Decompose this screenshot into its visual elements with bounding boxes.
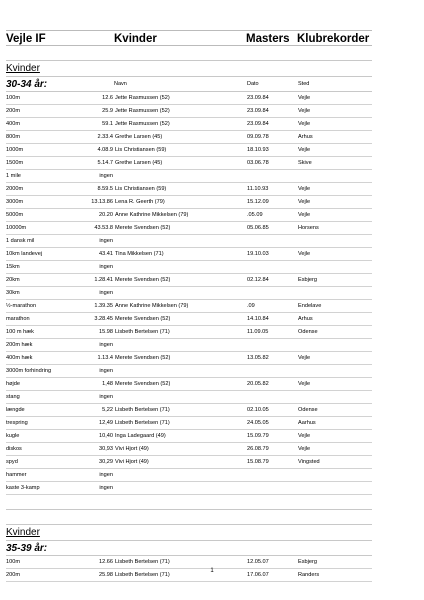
record-row — [6, 443, 372, 456]
place-cell: Vejle — [298, 186, 311, 192]
age-group-row — [6, 541, 372, 556]
result-cell: 25.98 — [99, 572, 113, 578]
event-cell: højde — [6, 381, 20, 387]
record-row — [6, 170, 372, 183]
result-cell: ingen — [99, 173, 113, 179]
event-cell: 20km — [6, 277, 20, 283]
result-cell: 13.13.86 — [91, 199, 113, 205]
event-cell: marathon — [6, 316, 30, 322]
event-cell: 10000m — [6, 225, 27, 231]
result-cell: ingen — [99, 290, 113, 296]
age-group-label: 35-39 år: — [6, 542, 48, 554]
record-row — [6, 209, 372, 222]
place-cell: Vejle — [298, 199, 311, 205]
athlete-cell: Tina Mikkelsen (71) — [115, 251, 164, 257]
section-title: Kvinder — [6, 525, 372, 541]
record-row — [6, 469, 372, 482]
event-cell: 100 m hæk — [6, 329, 34, 335]
result-cell: 12,49 — [99, 420, 113, 426]
athlete-cell: Grethe Larsen (45) — [115, 134, 163, 140]
record-row — [6, 417, 372, 430]
event-cell: 200m hæk — [6, 342, 33, 348]
record-row — [6, 196, 372, 209]
column-label-date: Dato — [247, 81, 259, 87]
athlete-cell: Inga Ladegaard (49) — [115, 433, 166, 439]
record-row — [6, 456, 372, 469]
event-cell: 3000m forhindring — [6, 368, 52, 374]
record-row — [6, 378, 372, 391]
record-row — [6, 118, 372, 131]
section-spacer — [6, 495, 372, 510]
event-cell: 1 mile — [6, 173, 21, 179]
athlete-cell: Lisbeth Bertelsen (71) — [115, 329, 170, 335]
athlete-cell: Lisbeth Bertelsen (71) — [115, 407, 170, 413]
column-label-name: Navn — [114, 81, 127, 87]
header-masters: Masters — [246, 33, 290, 45]
record-row — [6, 365, 372, 378]
event-cell: 10km landevej — [6, 251, 43, 257]
record-row — [6, 131, 372, 144]
result-cell: ingen — [99, 342, 113, 348]
record-row — [6, 404, 372, 417]
event-cell: 200m — [6, 572, 20, 578]
event-cell: 30km — [6, 290, 20, 296]
age-group-label: 30-34 år: — [6, 78, 48, 90]
place-cell: Vingsted — [298, 459, 320, 465]
date-cell: 02.12.84 — [247, 277, 269, 283]
record-row — [6, 144, 372, 157]
event-cell: kugle — [6, 433, 20, 439]
record-row — [6, 391, 372, 404]
event-cell: længde — [6, 407, 25, 413]
place-cell: Vejle — [298, 446, 311, 452]
athlete-cell: Lena R. Geerth (79) — [115, 199, 165, 205]
date-cell: 23.09.84 — [247, 95, 269, 101]
date-cell: .05.09 — [247, 212, 263, 218]
athlete-cell: Lis Christiansen (59) — [115, 186, 167, 192]
record-row — [6, 235, 372, 248]
place-cell: Vejle — [298, 433, 311, 439]
record-row — [6, 157, 372, 170]
result-cell: 43.53.8 — [94, 225, 113, 231]
place-cell: Vejle — [298, 121, 311, 127]
event-cell: 1 dansk mil — [6, 238, 35, 244]
date-cell: 13.05.82 — [247, 355, 269, 361]
athlete-cell: Merete Svendsen (52) — [115, 277, 171, 283]
date-cell: 15.12.09 — [247, 199, 269, 205]
athlete-cell: Jette Rasmussen (52) — [115, 108, 170, 114]
date-cell: 26.08.79 — [247, 446, 269, 452]
event-cell: 1000m — [6, 147, 24, 153]
column-label-place: Sted — [298, 81, 310, 87]
record-row — [6, 274, 372, 287]
date-cell: 14.10.84 — [247, 316, 269, 322]
place-cell: Århus — [298, 316, 313, 322]
section-spacer — [6, 510, 372, 525]
event-cell: trespring — [6, 420, 28, 426]
record-row — [6, 339, 372, 352]
record-row — [6, 300, 372, 313]
event-cell: 1500m — [6, 160, 24, 166]
athlete-cell: Grethe Larsen (45) — [115, 160, 163, 166]
place-cell: Endelave — [298, 303, 322, 309]
date-cell: 12.05.07 — [247, 559, 269, 565]
date-cell: 23.09.84 — [247, 108, 269, 114]
athlete-cell: Lisbeth Bertelsen (71) — [115, 420, 170, 426]
athlete-cell: Merete Svendsen (52) — [115, 225, 171, 231]
record-row — [6, 105, 372, 118]
records-body — [6, 46, 372, 582]
date-cell: .09 — [247, 303, 255, 309]
athlete-cell: Merete Svendsen (52) — [115, 381, 171, 387]
event-cell: 5000m — [6, 212, 24, 218]
event-cell: 15km — [6, 264, 20, 270]
page-number: 1 — [210, 568, 214, 574]
header-club: Vejle IF — [6, 33, 46, 45]
athlete-cell: Anne Kathrine Mikkelsen (79) — [115, 212, 189, 218]
event-cell: stang — [6, 394, 20, 400]
records-sheet — [6, 30, 372, 582]
place-cell: Odense — [298, 407, 318, 413]
place-cell: Esbjerg — [298, 277, 317, 283]
date-cell: 23.09.84 — [247, 121, 269, 127]
date-cell: 15.08.79 — [247, 459, 269, 465]
result-cell: 4.08.9 — [97, 147, 113, 153]
result-cell: 12.6 — [102, 95, 113, 101]
event-cell: diskos — [6, 446, 22, 452]
event-cell: kaste 3-kamp — [6, 485, 40, 491]
athlete-cell: Vivi Hjort (49) — [115, 459, 149, 465]
event-cell: 100m — [6, 95, 20, 101]
place-cell: Aarhus — [298, 420, 316, 426]
date-cell: 11.09.05 — [247, 329, 269, 335]
result-cell: 1.28.41 — [94, 277, 113, 283]
athlete-cell: Merete Svendsen (52) — [115, 355, 171, 361]
header-women: Kvinder — [114, 33, 157, 45]
result-cell: 2.33.4 — [97, 134, 113, 140]
result-cell: 15.98 — [99, 329, 113, 335]
place-cell: Vejle — [298, 212, 311, 218]
athlete-cell: Lisbeth Bertelsen (71) — [115, 559, 170, 565]
athlete-cell: Lisbeth Bertelsen (71) — [115, 572, 170, 578]
record-row — [6, 287, 372, 300]
place-cell: Århus — [298, 134, 313, 140]
date-cell: 24.05.05 — [247, 420, 269, 426]
record-row — [6, 482, 372, 495]
place-cell: Vejle — [298, 147, 311, 153]
event-cell: 3000m — [6, 199, 24, 205]
result-cell: 1.13.4 — [97, 355, 113, 361]
result-cell: 43.41 — [99, 251, 113, 257]
athlete-cell: Merete Svendsen (52) — [115, 316, 171, 322]
athlete-cell: Jette Rasmussen (52) — [115, 121, 170, 127]
place-cell: Esbjerg — [298, 559, 317, 565]
result-cell: 5.14.7 — [97, 160, 113, 166]
place-cell: Vejle — [298, 381, 311, 387]
event-cell: 2000m — [6, 186, 24, 192]
result-cell: 59.1 — [102, 121, 113, 127]
place-cell: Vejle — [298, 251, 311, 257]
result-cell: 30,93 — [99, 446, 113, 452]
record-row — [6, 183, 372, 196]
result-cell: ingen — [99, 394, 113, 400]
record-row — [6, 326, 372, 339]
event-cell: 200m — [6, 108, 20, 114]
result-cell: ingen — [99, 472, 113, 478]
athlete-cell: Lis Christiansen (59) — [115, 147, 167, 153]
date-cell: 18.10.93 — [247, 147, 269, 153]
place-cell: Vejle — [298, 108, 311, 114]
section-spacer — [6, 46, 372, 61]
result-cell: 8.59.5 — [97, 186, 113, 192]
record-row — [6, 261, 372, 274]
date-cell: 02.10.05 — [247, 407, 269, 413]
event-cell: ½-marathon — [6, 303, 37, 309]
result-cell: 30,29 — [99, 459, 113, 465]
place-cell: Horsens — [298, 225, 319, 231]
date-cell: 11.10.93 — [247, 186, 269, 192]
athlete-cell: Vivi Hjort (49) — [115, 446, 149, 452]
result-cell: ingen — [99, 368, 113, 374]
result-cell: 3.28.45 — [94, 316, 113, 322]
result-cell: ingen — [99, 238, 113, 244]
date-cell: 20.05.82 — [247, 381, 269, 387]
record-row — [6, 352, 372, 365]
event-cell: spyd — [6, 459, 18, 465]
result-cell: 20.20 — [99, 212, 113, 218]
record-row — [6, 248, 372, 261]
place-cell: Randers — [298, 572, 320, 578]
date-cell: 05.06.85 — [247, 225, 269, 231]
date-cell: 09.09.78 — [247, 134, 269, 140]
place-cell: Vejle — [298, 355, 311, 361]
date-cell: 15.09.79 — [247, 433, 269, 439]
event-cell: hammer — [6, 472, 27, 478]
result-cell: 25.9 — [102, 108, 113, 114]
event-cell: 400m — [6, 121, 20, 127]
record-row — [6, 313, 372, 326]
place-cell: Skive — [298, 160, 312, 166]
place-cell: Vejle — [298, 95, 311, 101]
record-row — [6, 222, 372, 235]
place-cell: Odense — [298, 329, 318, 335]
result-cell: 12.66 — [99, 559, 113, 565]
event-cell: 800m — [6, 134, 20, 140]
result-cell: 10,40 — [99, 433, 113, 439]
result-cell: 1,48 — [102, 381, 113, 387]
result-cell: 1.39.35 — [94, 303, 113, 309]
athlete-cell: Anne Kathrine Mikkelsen (79) — [115, 303, 189, 309]
age-group-row — [6, 77, 372, 92]
result-cell: ingen — [99, 264, 113, 270]
event-cell: 100m — [6, 559, 20, 565]
record-row — [6, 430, 372, 443]
result-cell: ingen — [99, 485, 113, 491]
header-club-records: Klubrekorder — [297, 33, 370, 45]
date-cell: 19.10.03 — [247, 251, 269, 257]
date-cell: 17.06.07 — [247, 572, 269, 578]
section-title: Kvinder — [6, 61, 372, 77]
record-row — [6, 92, 372, 105]
date-cell: 03.06.78 — [247, 160, 269, 166]
result-cell: 5,22 — [102, 407, 113, 413]
sheet-header — [6, 30, 372, 46]
athlete-cell: Jette Rasmussen (52) — [115, 95, 170, 101]
event-cell: 400m hæk — [6, 355, 33, 361]
